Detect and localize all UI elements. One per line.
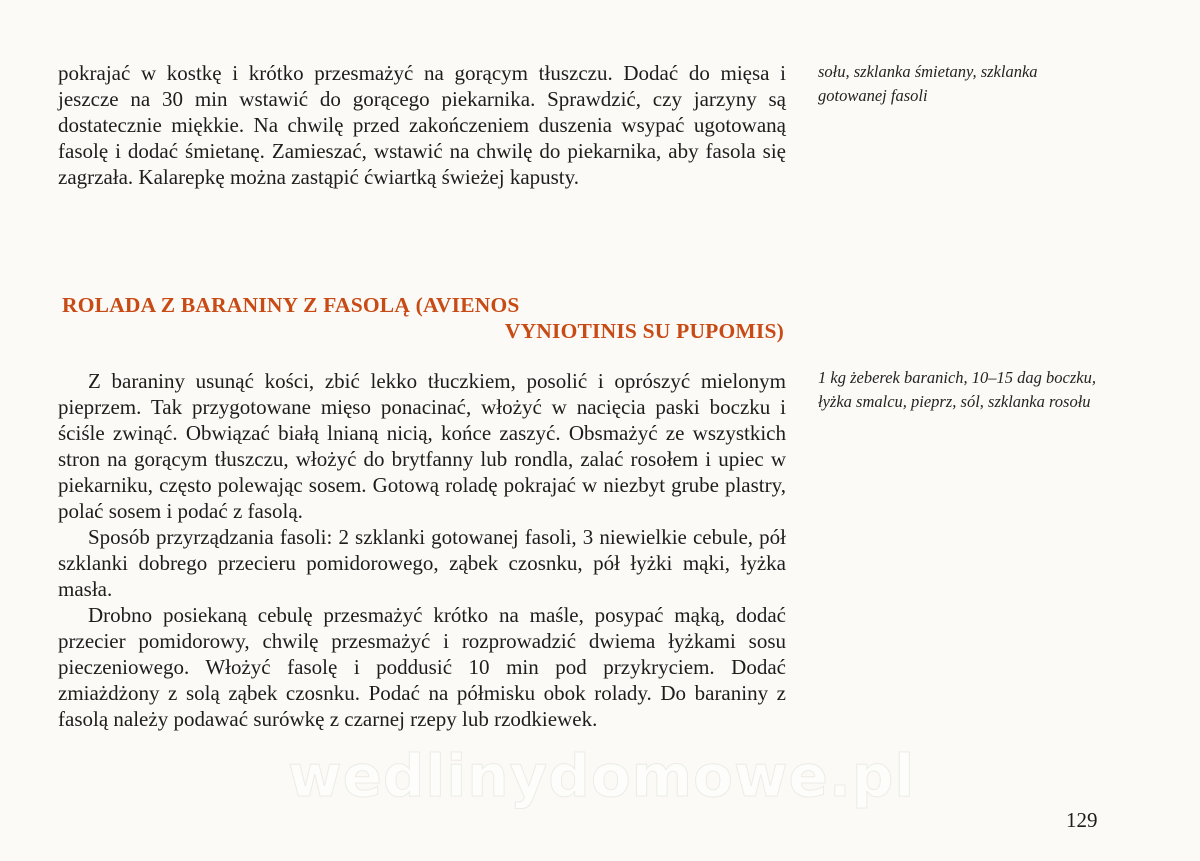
recipe-paragraph-bean-ingredients: Sposób przyrządzania fasoli: 2 szklanki gotowanej fasoli, 3 niewielkie cebule, pół szklanki dobrego przecieru pomidorowego, ząbek czosnku, pół łyżki mąki, łyżka masła. (58, 525, 786, 601)
page-number: 129 (1066, 808, 1098, 832)
recipe-title-line-2: VYNIOTINIS SU PUPOMIS) (504, 319, 784, 343)
previous-recipe-text: pokrajać w kostkę i krótko przesmażyć na gorącym tłuszczu. Dodać do mięsa i jeszcze na 30 min wstawić do gorącego piekarnika. Sprawdzić, czy jarzyny są dostatecznie miękkie. Na chwilę przed zakończeniem duszenia wsypać ugotowaną fasolę i dodać śmietanę. Zamieszać, wstawić na chwilę do piekarnika, aby fasola się zagrzała. Kalarepkę można zastąpić ćwiartką świeżej kapusty. (58, 61, 786, 189)
recipe-title-line-1: ROLADA Z BARANINY Z FASOLĄ (AVIENOS (62, 293, 520, 317)
recipe-paragraph-preparation: Z baraniny usunąć kości, zbić lekko tłuczkiem, posolić i oprószyć mielonym pieprzem. Tak przygotowane mięso ponacinać, włożyć w nacięcia paski boczku i ściśle zwinąć. Obwiązać białą lnianą nicią, końce zaszyć. Obsmażyć ze wszystkich stron na gorącym tłuszczu, włożyć do brytfanny lub rondla, zalać rosołem i upiec w piekarniku, często polewając sosem. Gotową roladę pokrajać w niezbyt grube plastry, polać sosem i podać z fasolą. (58, 369, 786, 523)
recipe-paragraph-bean-method: Drobno posiekaną cebulę przesmażyć krótko na maśle, posypać mąką, dodać przecier pomidorowy, chwilę przesmażyć i rozprowadzić dwiema łyżkami sosu pieczeniowego. Włożyć fasolę i poddusić 10 min pod przykryciem. Dodać zmiażdżony z solą ząbek czosnku. Podać na półmisku obok rolady. Do baraniny z fasolą należy podawać surówkę z czarnej rzepy lub rzodkiewek. (58, 603, 786, 731)
recipe-title (62, 292, 786, 344)
watermark: wedlinydomowe.pl (288, 742, 916, 810)
previous-recipe-ingredients-note: sołu, szklanka śmietany, szklanka gotowanej fasoli (818, 62, 1038, 105)
recipe-body (58, 368, 786, 732)
recipe-ingredients-note: 1 kg żeberek baranich, 10–15 dag boczku, łyżka smalcu, pieprz, sól, szklanka rosołu (818, 368, 1096, 411)
previous-recipe-paragraph (58, 60, 786, 190)
